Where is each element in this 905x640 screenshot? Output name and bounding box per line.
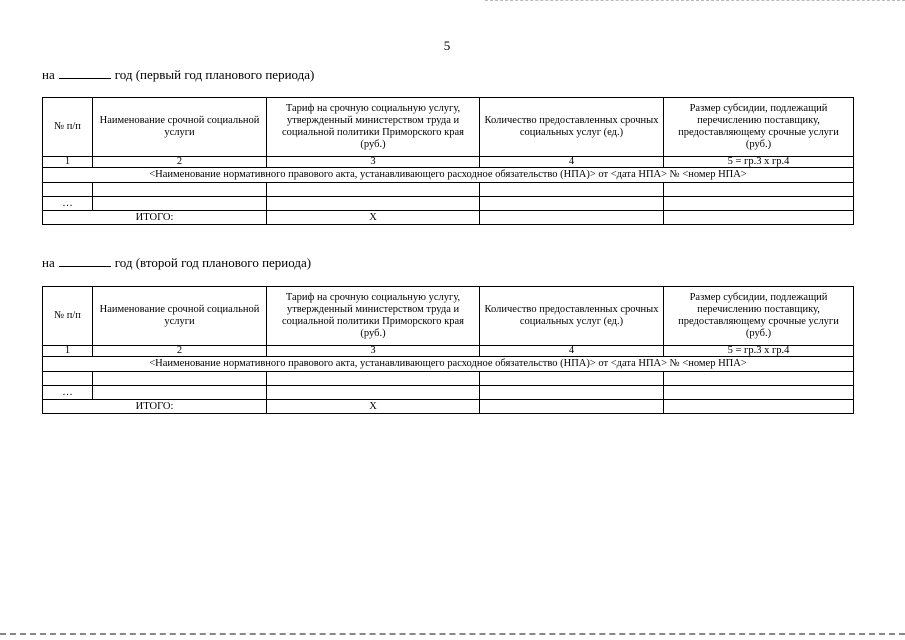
total-label: ИТОГО: (43, 400, 267, 414)
column-numbers-row (43, 157, 854, 168)
table-cell (664, 386, 854, 400)
col-header-quantity: Количество предоставленных срочных социальных услуг (ед.) (480, 287, 664, 346)
npa-text: <Наименование нормативного правового акта, устанавливающего расходное обязательство (НПА)> от <дата НПА> № <номер НПА> (43, 168, 854, 183)
table-row (43, 372, 854, 386)
col-number: 2 (93, 157, 267, 168)
col-number: 5 = гр.3 х гр.4 (664, 346, 854, 357)
total-subsidy (664, 211, 854, 225)
npa-row (43, 357, 854, 372)
table-cell (43, 372, 93, 386)
col-header-service: Наименование срочной социальной услуги (93, 287, 267, 346)
col-number: 1 (43, 346, 93, 357)
col-number: 4 (480, 157, 664, 168)
col-header-quantity: Количество предоставленных срочных социальных услуг (ед.) (480, 98, 664, 157)
table-2-heading (42, 254, 311, 271)
col-number: 2 (93, 346, 267, 357)
table-cell (480, 386, 664, 400)
table-cell (664, 197, 854, 211)
col-number: 5 = гр.3 х гр.4 (664, 157, 854, 168)
col-number: 1 (43, 157, 93, 168)
table-row (43, 183, 854, 197)
npa-row (43, 168, 854, 183)
table-cell (267, 197, 480, 211)
heading-suffix: год (первый год планового периода) (114, 67, 315, 82)
ellipsis-cell: … (43, 197, 93, 211)
table-cell (93, 386, 267, 400)
ellipsis-cell: … (43, 386, 93, 400)
table-cell (480, 372, 664, 386)
year-blank (59, 66, 111, 79)
page-number: 5 (443, 38, 451, 53)
table-cell (93, 183, 267, 197)
table-header-row (43, 287, 854, 346)
table-cell (480, 183, 664, 197)
heading-suffix: год (второй год планового периода) (114, 255, 312, 270)
col-header-service: Наименование срочной социальной услуги (93, 98, 267, 157)
col-number: 3 (267, 346, 480, 357)
scan-edge-top (485, 0, 905, 2)
table-cell (93, 372, 267, 386)
total-quantity (480, 400, 664, 414)
year-blank (59, 254, 111, 267)
table-cell (480, 197, 664, 211)
table-1-heading (42, 66, 314, 83)
heading-prefix: на (42, 67, 55, 82)
table-cell (267, 386, 480, 400)
scan-edge-bottom (0, 633, 905, 635)
column-numbers-row (43, 346, 854, 357)
total-row (43, 211, 854, 225)
col-header-subsidy: Размер субсидии, подлежащий перечислению поставщику, предоставляющему срочные услуги (руб.) (664, 287, 854, 346)
total-tariff: Х (267, 211, 480, 225)
table-cell (267, 372, 480, 386)
table-row (43, 386, 854, 400)
heading-prefix: на (42, 255, 55, 270)
table-cell (43, 183, 93, 197)
total-quantity (480, 211, 664, 225)
total-label: ИТОГО: (43, 211, 267, 225)
col-header-tariff: Тариф на срочную социальную услугу, утвержденный министерством труда и социальной политики Приморского края (руб.) (267, 98, 480, 157)
col-header-number: № п/п (43, 287, 93, 346)
table-cell (267, 183, 480, 197)
table-header-row (43, 98, 854, 157)
total-row (43, 400, 854, 414)
col-number: 3 (267, 157, 480, 168)
table-cell (664, 372, 854, 386)
total-tariff: Х (267, 400, 480, 414)
total-subsidy (664, 400, 854, 414)
npa-text: <Наименование нормативного правового акта, устанавливающего расходное обязательство (НПА)> от <дата НПА> № <номер НПА> (43, 357, 854, 372)
table-cell (93, 197, 267, 211)
col-header-number: № п/п (43, 98, 93, 157)
subsidy-table-second-year (42, 286, 854, 414)
col-header-subsidy: Размер субсидии, подлежащий перечислению поставщику, предоставляющему срочные услуги (руб.) (664, 98, 854, 157)
col-header-tariff: Тариф на срочную социальную услугу, утвержденный министерством труда и социальной политики Приморского края (руб.) (267, 287, 480, 346)
col-number: 4 (480, 346, 664, 357)
table-row (43, 197, 854, 211)
subsidy-table-first-year (42, 97, 854, 225)
table-cell (664, 183, 854, 197)
